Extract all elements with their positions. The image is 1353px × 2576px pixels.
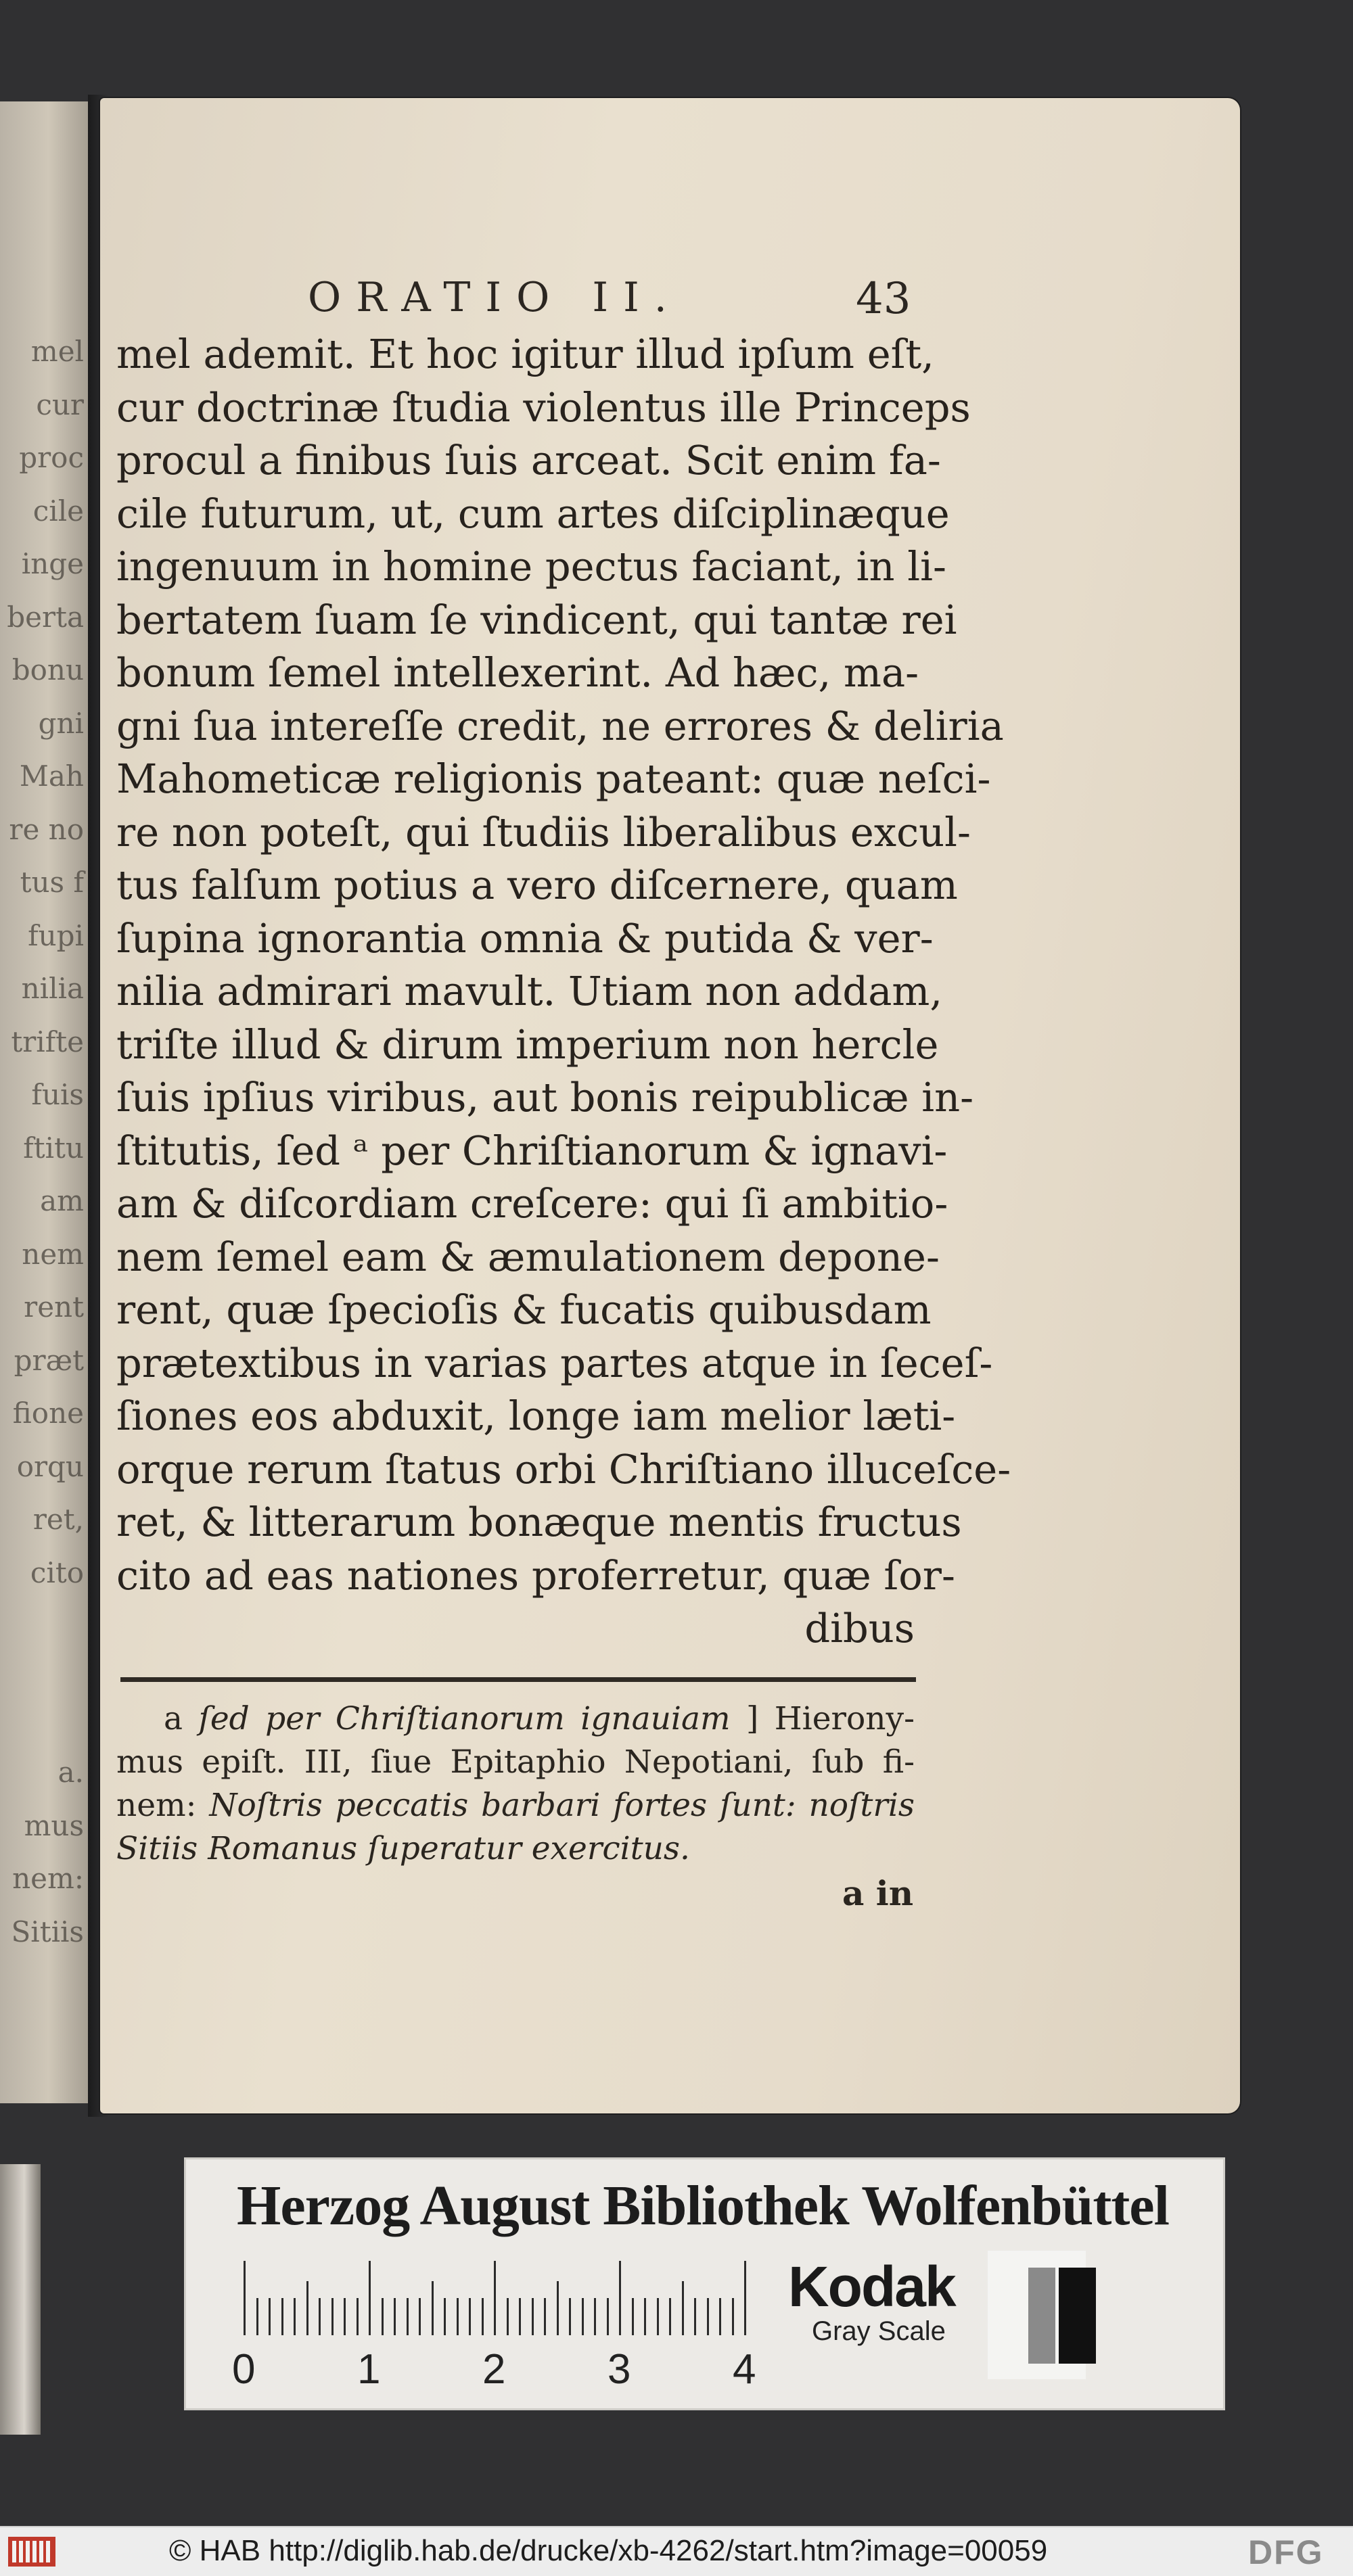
ruler-tick	[694, 2298, 696, 2335]
footnote-rule	[120, 1677, 916, 1682]
ruler-tick	[256, 2298, 258, 2335]
card-title: Herzog August Bibliothek Wolfenbüttel	[237, 2174, 1169, 2237]
text-line: ret, & litterarum bonæque mentis fructus	[116, 1499, 962, 1545]
copyright-link[interactable]: © HAB http://diglib.hab.de/drucke/xb-4262/start.htm?image=00059	[169, 2534, 1048, 2567]
ruler-tick	[507, 2298, 509, 2335]
text-line: procul a finibus ſuis arceat. Scit enim fa-	[116, 437, 941, 484]
text-line: ſiones eos abduxit, longe iam melior læti-	[116, 1392, 956, 1439]
ghost-fragment: Mah	[19, 759, 84, 793]
ruler-tick	[419, 2298, 421, 2335]
text-line: tus falſum potius a vero diſcernere, quam	[116, 862, 958, 908]
ruler-number: 1	[357, 2346, 381, 2393]
ghost-fragment: fuis	[31, 1078, 84, 1111]
ruler-tick	[432, 2281, 434, 2335]
text-line: cur doctrinæ ſtudia violentus ille Princeps	[116, 383, 971, 431]
text-line: ingenuum in homine pectus faciant, in li-	[116, 543, 946, 590]
ruler-tick	[407, 2298, 409, 2335]
ruler-tick	[394, 2298, 396, 2335]
footnote	[116, 1697, 915, 1871]
footnote-line1-rest: ] Hierony-	[746, 1700, 915, 1737]
text-line: orque rerum ſtatus orbi Chriſtiano illuceſce-	[116, 1445, 1011, 1493]
ruler-tick	[569, 2298, 571, 2335]
ruler-tick	[331, 2298, 334, 2335]
ghost-fragment: fupi	[28, 918, 84, 952]
ruler-tick	[707, 2298, 709, 2335]
ruler-tick	[557, 2281, 559, 2335]
ghost-fragment: nilia	[21, 972, 84, 1005]
gray-scale-label: Gray Scale	[812, 2316, 946, 2346]
footnote-lemma: ſed per Chriſtianorum ignauiam	[198, 1700, 731, 1737]
text-line: gni ſua intereſſe credit, ne errores & deliria	[116, 702, 1004, 749]
ruler-tick	[444, 2298, 446, 2335]
book-edge	[0, 2164, 41, 2435]
ruler-number: 4	[733, 2346, 756, 2393]
text-line: triſte illud & dirum imperium non hercle	[116, 1021, 939, 1068]
ruler-tick	[744, 2261, 746, 2335]
ghost-fragment: rent	[24, 1290, 84, 1324]
ruler-tick	[344, 2298, 346, 2335]
ruler-scale	[244, 2261, 758, 2335]
ruler-tick	[457, 2298, 459, 2335]
ruler-tick	[357, 2298, 359, 2335]
footnote-line-3	[116, 1784, 915, 1827]
ruler-number: 2	[482, 2346, 506, 2393]
ghost-fragment: Sitiis	[11, 1915, 84, 1948]
text-line: nem ſemel eam & æmulationem depone-	[116, 1233, 940, 1280]
ghost-fragment: inge	[21, 547, 84, 580]
catchword: a in	[842, 1873, 914, 1913]
ghost-fragment: nem	[22, 1237, 84, 1271]
ruler-tick	[607, 2298, 609, 2335]
ruler-tick	[269, 2298, 271, 2335]
ruler-tick	[632, 2298, 634, 2335]
text-line: ſtitutis, ſed ᵃ per Chriſtianorum & ignavi-	[116, 1127, 948, 1174]
ruler-tick	[644, 2298, 646, 2335]
ruler-tick	[619, 2261, 621, 2335]
page-number: 43	[856, 274, 911, 324]
ruler-tick	[281, 2298, 283, 2335]
text-line: re non poteſt, qui ſtudiis liberalibus excul-	[116, 808, 971, 856]
ruler-tick	[482, 2298, 484, 2335]
ruler-tick	[594, 2298, 596, 2335]
ghost-fragment: cito	[30, 1555, 84, 1589]
ruler-tick	[294, 2298, 296, 2335]
text-line: cile futurum, ut, cum artes diſciplinæque	[116, 490, 950, 537]
text-line: rent, quæ ſpecioſis & fucatis quibusdam	[116, 1286, 932, 1333]
gray-patch	[1028, 2268, 1055, 2364]
ruler-tick	[582, 2298, 584, 2335]
black-patch	[1059, 2268, 1096, 2364]
body-text	[116, 328, 1011, 1656]
ruler-number: 3	[607, 2346, 631, 2393]
ruler-tick	[544, 2298, 546, 2335]
ghost-fragment: trifte	[11, 1025, 84, 1058]
ruler-tick	[469, 2298, 471, 2335]
ghost-fragment: cur	[36, 388, 84, 421]
ghost-fragment: tus f	[20, 866, 84, 899]
ghost-fragment: orqu	[16, 1449, 84, 1483]
kodak-logo: Kodak	[788, 2255, 955, 2318]
ruler-tick	[532, 2298, 534, 2335]
text-line: bonum ſemel intellexerint. Ad hæc, ma-	[116, 649, 919, 696]
text-line: ſuis ipſius viribus, aut bonis reipublicæ in-	[116, 1074, 974, 1121]
ghost-fragment: bonu	[12, 653, 84, 686]
hab-logo-icon	[8, 2537, 55, 2567]
ghost-fragment: mel	[30, 335, 84, 368]
ghost-fragment: a.	[58, 1756, 84, 1789]
text-line: dibus	[804, 1605, 915, 1652]
ghost-fragment: am	[40, 1184, 84, 1217]
ruler-tick	[682, 2281, 684, 2335]
ghost-fragment: præt	[14, 1343, 84, 1377]
text-line: am & diſcordiam creſcere: qui ſi ambitio-	[116, 1180, 948, 1227]
text-line: ſupina ignorantia omnia & putida & ver-	[116, 914, 934, 962]
footnote-line-2: mus epiſt. III, ſiue Epitaphio Nepotiani, ſub fi-	[116, 1743, 915, 1781]
ruler-tick	[494, 2261, 496, 2335]
ruler-tick	[732, 2298, 734, 2335]
previous-page-edge	[0, 101, 88, 2103]
ruler-tick	[382, 2298, 384, 2335]
ghost-fragment: mus	[24, 1808, 84, 1842]
ruler-tick	[657, 2298, 659, 2335]
ghost-fragment: proc	[19, 441, 84, 474]
footer-bar	[0, 2526, 1353, 2576]
dfg-logo: DFG	[1248, 2533, 1324, 2571]
footnote-line-1	[116, 1697, 915, 1741]
ruler-tick	[669, 2298, 671, 2335]
text-line: cito ad eas nationes proferretur, quæ ſor-	[116, 1551, 955, 1599]
running-head: ORATIO II.	[308, 274, 682, 321]
footnote-line3-lead: nem:	[116, 1787, 197, 1824]
ruler-tick	[319, 2298, 321, 2335]
ruler-tick	[306, 2281, 308, 2335]
footnote-marker: a	[164, 1700, 183, 1737]
footnote-line-4: Sitiis Romanus ſuperatur exercitus.	[116, 1830, 690, 1867]
ruler-tick	[719, 2298, 721, 2335]
text-line: nilia admirari mavult. Utiam non addam,	[116, 968, 943, 1014]
ghost-fragment: fione	[12, 1397, 84, 1430]
ghost-fragment: ftitu	[23, 1131, 84, 1165]
ghost-fragment: nem:	[12, 1862, 84, 1895]
color-card	[184, 2157, 1225, 2410]
text-line: mel ademit. Et hoc igitur illud ipſum eſt,	[116, 331, 934, 377]
ghost-fragment: berta	[7, 600, 84, 634]
text-line: bertatem ſuam ſe vindicent, qui tantæ rei	[116, 596, 957, 643]
ghost-fragment: cile	[32, 494, 84, 528]
text-line: prætextibus in varias partes atque in ſeceſ-	[116, 1339, 993, 1386]
footnote-line3-italic: Noſtris peccatis barbari fortes ſunt: noſtris	[209, 1787, 915, 1824]
ruler-number: 0	[232, 2346, 256, 2393]
ruler-tick	[369, 2261, 371, 2335]
ghost-fragment: re no	[9, 812, 84, 846]
ruler-tick	[244, 2261, 246, 2335]
ghost-fragment: gni	[38, 706, 84, 740]
text-line: Mahometicæ religionis pateant: quæ neſci-	[116, 755, 991, 802]
ruler-tick	[519, 2298, 521, 2335]
ghost-fragment: ret,	[32, 1503, 84, 1536]
